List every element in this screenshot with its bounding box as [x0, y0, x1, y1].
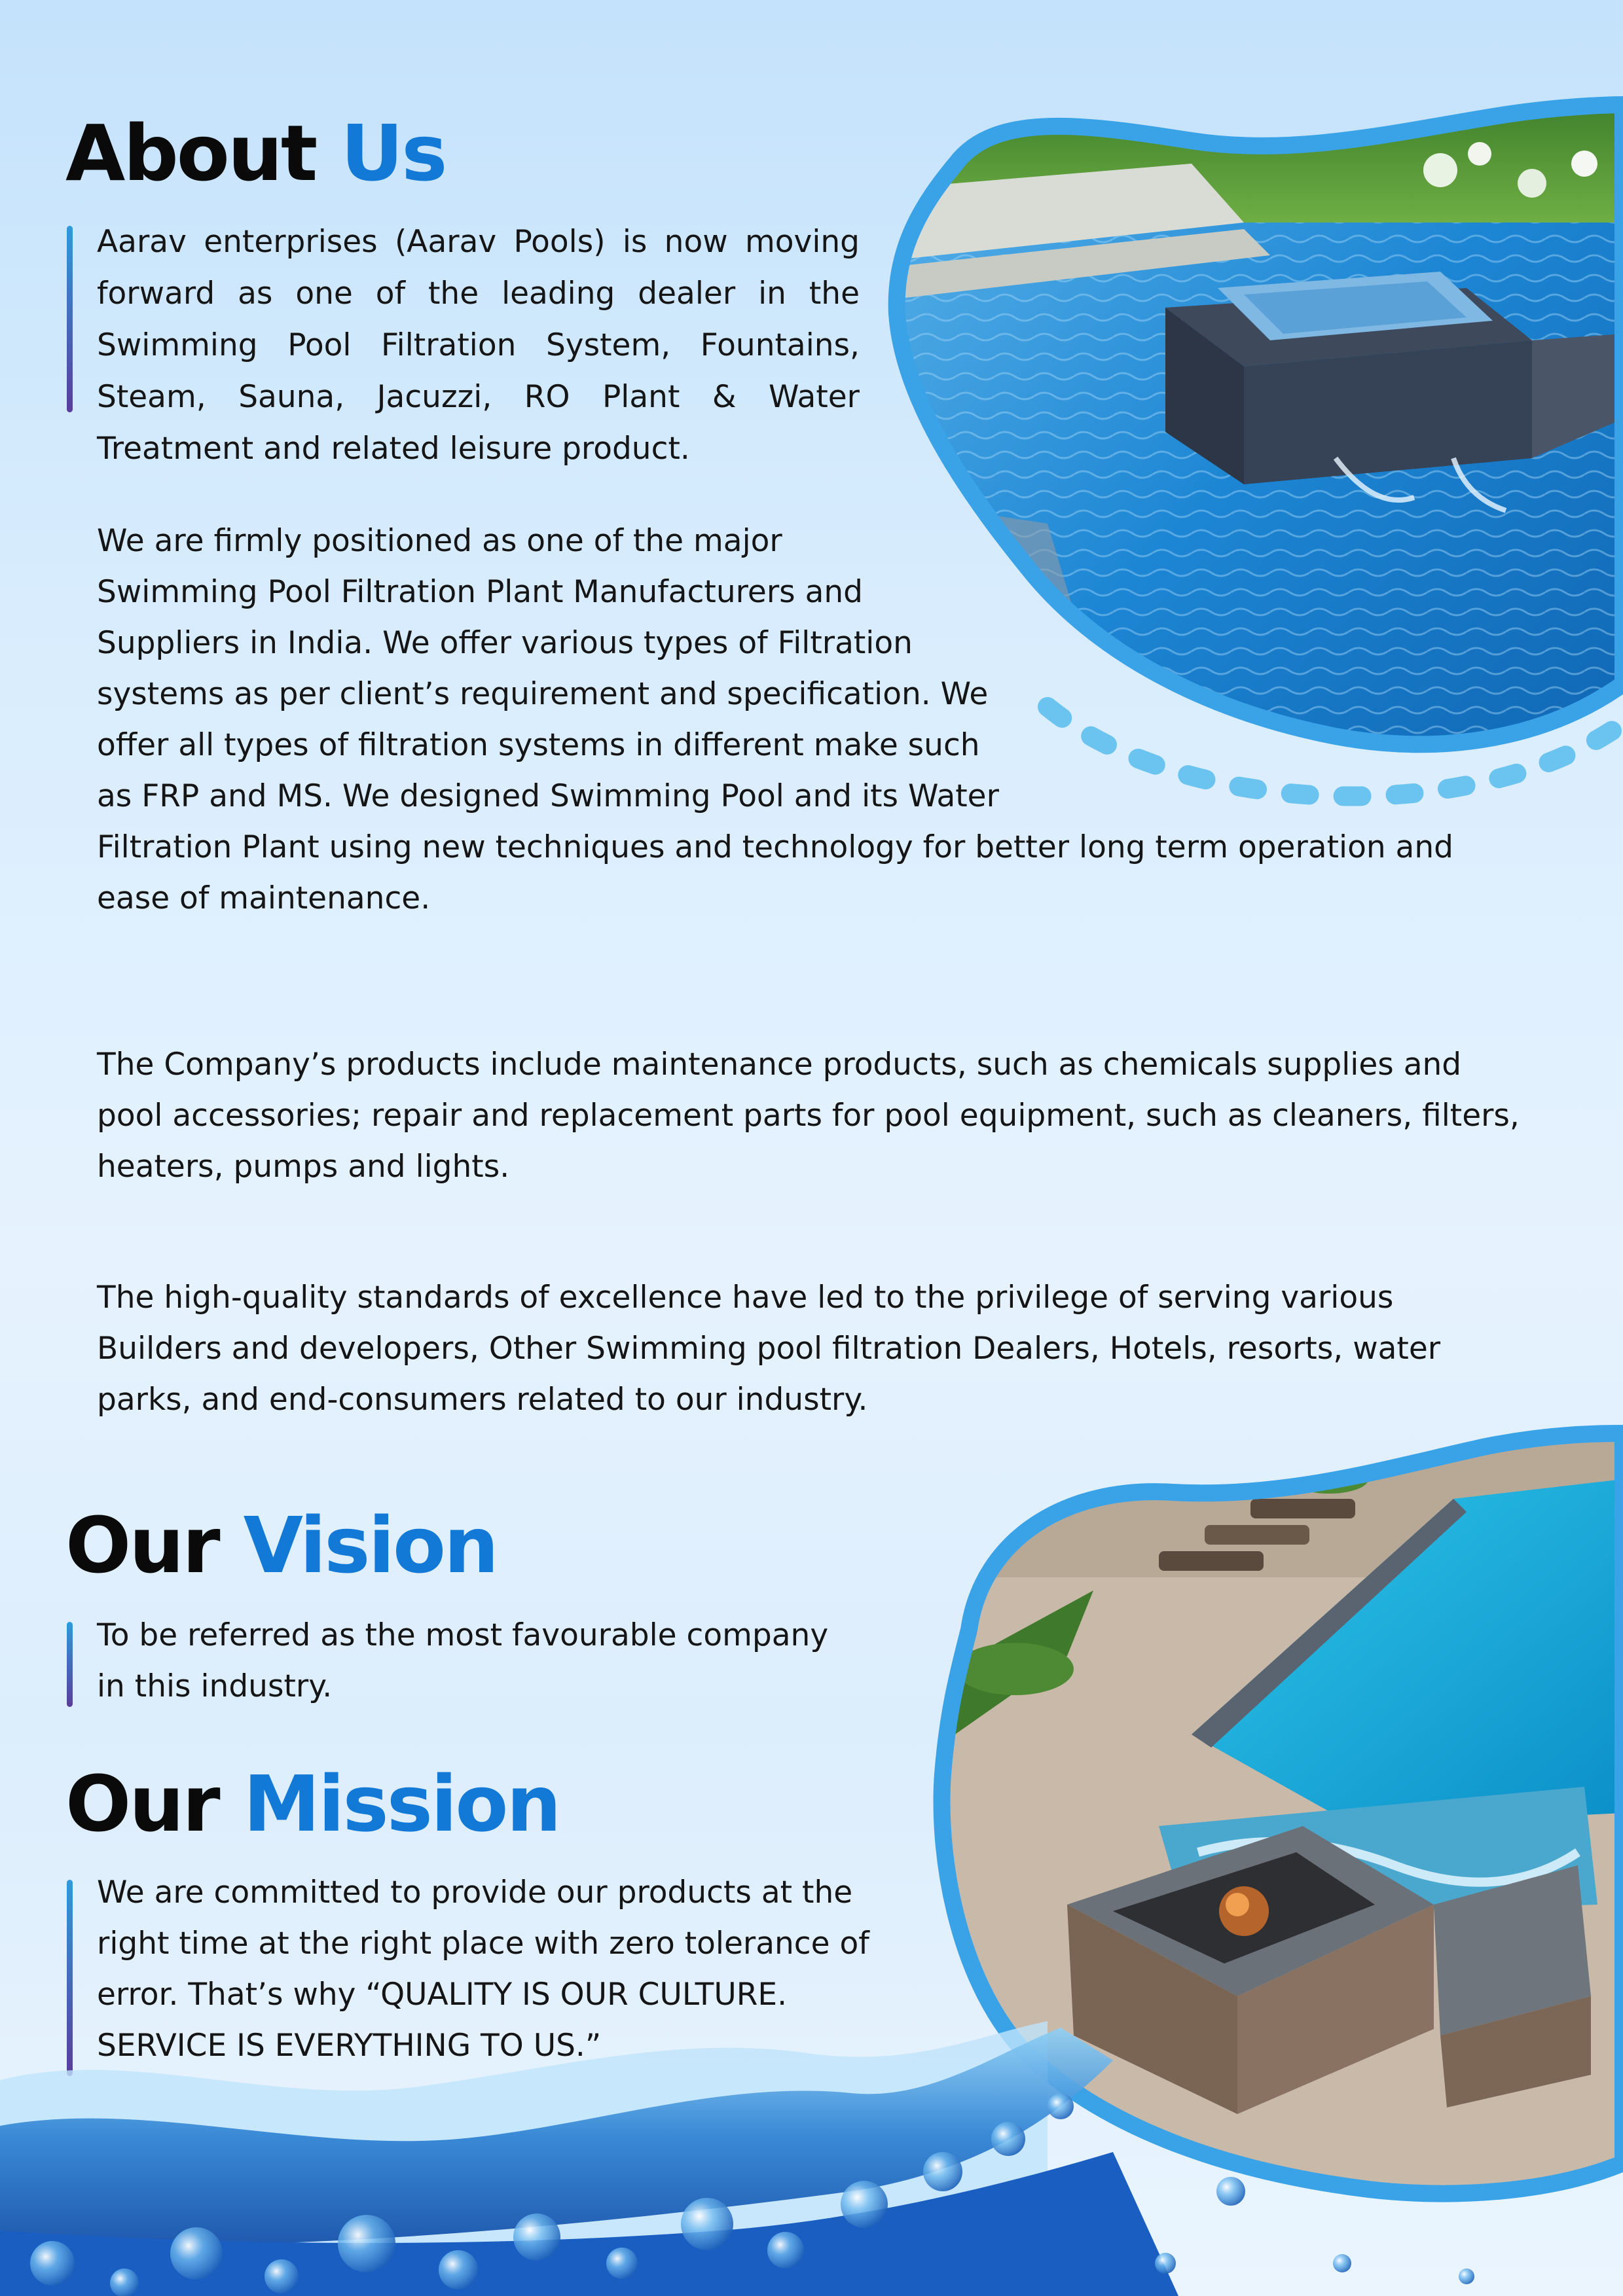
text-line: Builders and developers, Other Swimming pool filtration Dealers, Hotels, resorts, water [97, 1331, 1441, 1367]
text-line: in this industry. [97, 1668, 333, 1704]
text-line: heaters, pumps and lights. [97, 1149, 510, 1185]
about-heading-accent: Us [340, 108, 446, 198]
vision-heading-accent: Vision [243, 1500, 498, 1590]
mission-heading [65, 1759, 560, 1849]
text-line: offer all types of filtration systems in different make such [97, 727, 980, 763]
water-wave-footer [0, 1956, 1623, 2296]
text-line: systems as per client’s requirement and specification. We [97, 676, 989, 712]
text-line: Filtration Plant using new techniques and technology for better long term operation and [97, 829, 1453, 865]
text-line: SERVICE IS EVERYTHING TO US.” [97, 2028, 602, 2064]
text-line: To be referred as the most favourable company [97, 1617, 829, 1653]
text-line: error. That’s why “QUALITY IS OUR CULTURE. [97, 1977, 788, 2013]
mission-heading-accent: Mission [243, 1759, 560, 1849]
about-paragraph-3 [97, 1272, 1440, 1426]
text-line: Swimming Pool Filtration Plant Manufacturers and [97, 574, 864, 610]
about-heading [65, 108, 446, 198]
vision-accent-bar [67, 1622, 73, 1707]
text-line: We are committed to provide our products at the [97, 1874, 853, 1910]
text-line: parks, and end-consumers related to our industry. [97, 1382, 868, 1418]
text-line: Suppliers in India. We offer various types of Filtration [97, 625, 913, 661]
pool-spa-photo [877, 92, 1623, 825]
vision-heading [65, 1500, 498, 1590]
text-line: The high-quality standards of excellence have led to the privilege of serving various [97, 1280, 1394, 1316]
about-intro: Aarav enterprises (Aarav Pools) is now moving forward as one of the leading dealer in the Swimming Pool Filtration System, Fountains, Steam, Sauna, Jacuzzi, RO Plant & Water Treatment and related leisure product. [97, 224, 860, 467]
vision-heading-main: Our [65, 1500, 219, 1590]
text-line: ease of maintenance. [97, 880, 431, 916]
mission-heading-main: Our [65, 1759, 219, 1849]
about-accent-bar [67, 226, 73, 412]
text-line: right time at the right place with zero tolerance of [97, 1926, 869, 1962]
about-heading-main: About [65, 108, 316, 198]
text-line: as FRP and MS. We designed Swimming Pool and its Water [97, 778, 999, 814]
text-line: We are firmly positioned as one of the major [97, 523, 782, 559]
vision-text [97, 1610, 828, 1712]
text-line: The Company’s products include maintenance products, such as chemicals supplies and [97, 1047, 1462, 1083]
text-line: pool accessories; repair and replacement parts for pool equipment, such as cleaners, filters, [97, 1098, 1520, 1134]
about-paragraph-2 [97, 1039, 1520, 1193]
